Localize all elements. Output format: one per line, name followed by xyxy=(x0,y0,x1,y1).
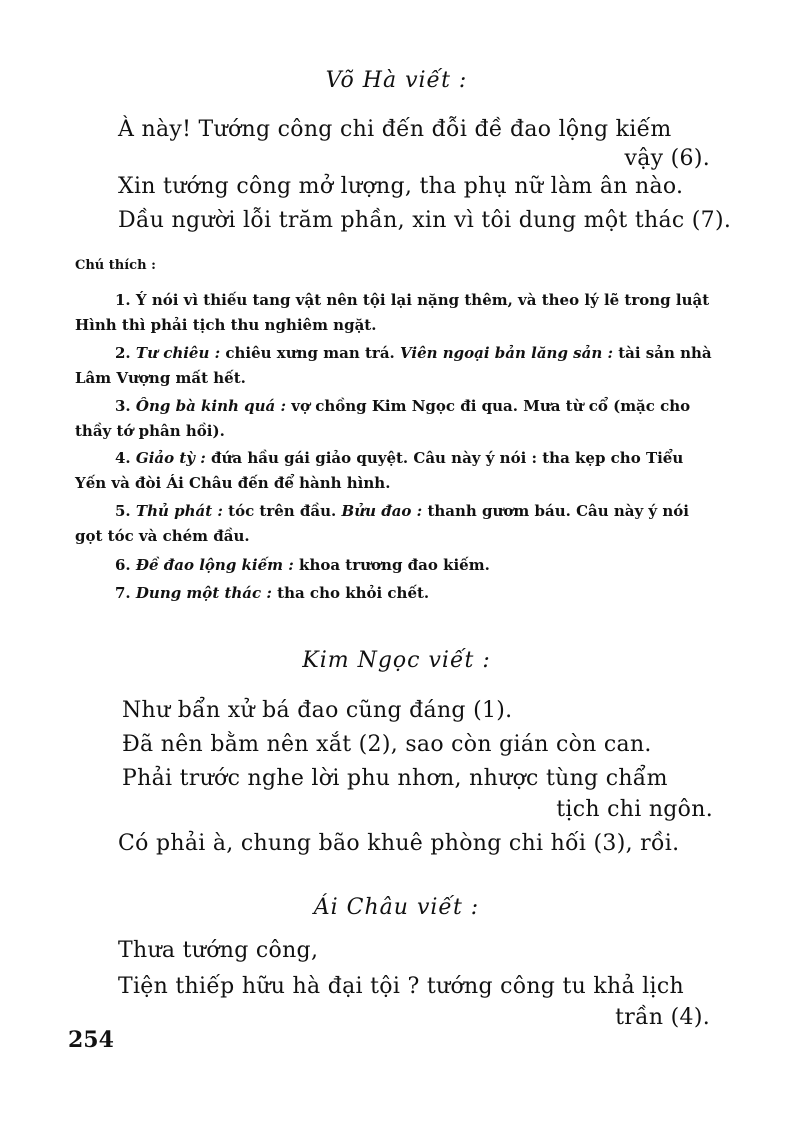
verse-line: Xin tướng công mở lượng, tha phụ nữ làm ân nào. xyxy=(118,174,684,199)
note-item xyxy=(75,553,715,578)
note-term: Giảo tỳ : xyxy=(135,449,206,467)
note-number: 1. xyxy=(115,291,131,309)
page-number: 254 xyxy=(68,1027,114,1053)
verse-line: Có phải à, chung bão khuê phòng chi hối (3), rồi. xyxy=(118,831,680,856)
note-number: 2. xyxy=(115,344,131,362)
note-text: tha cho khỏi chết. xyxy=(277,584,430,602)
note-item xyxy=(75,499,715,549)
note-text: vợ chồng Kim Ngọc đi qua. Mưa từ cổ (mặc cho thầy tớ phân hồi). xyxy=(75,397,691,440)
note-term: Tư chiêu : xyxy=(135,344,221,362)
verse-line: À này! Tướng công chi đến đỗi đề đao lộng kiếm xyxy=(118,117,672,142)
verse-line: vậy (6). xyxy=(624,146,710,171)
note-number: 6. xyxy=(115,556,131,574)
note-item xyxy=(75,446,715,496)
verse-line: Dầu người lỗi trăm phần, xin vì tôi dung một thác (7). xyxy=(118,208,732,233)
verse-line: Tiện thiếp hữu hà đại tội ? tướng công tu khả lịch xyxy=(118,974,684,999)
note-item xyxy=(75,581,715,606)
speaker-heading-kim-ngoc: Kim Ngọc viết : xyxy=(302,648,491,673)
note-item xyxy=(75,341,715,391)
note-text: tài sản nhà Lâm Vượng mất hết. xyxy=(75,344,712,387)
notes-title: Chú thích : xyxy=(75,258,156,273)
note-number: 5. xyxy=(115,502,131,520)
note-term: Dung một thác : xyxy=(135,584,272,602)
note-term: Thủ phát : xyxy=(135,502,223,520)
note-text: thanh gươm báu. Câu này ý nói gọt tóc và chém đầu. xyxy=(75,502,689,545)
note-text: Ý nói vì thiếu tang vật nên tội lại nặng thêm, và theo lý lẽ trong luật Hình thì phải tịch thu nghiêm ngặt. xyxy=(75,291,710,334)
note-number: 3. xyxy=(115,397,131,415)
note-term: Viên ngoại bản lăng sản : xyxy=(400,344,613,362)
note-text: tóc trên đầu. xyxy=(228,502,337,520)
note-term: Ông bà kinh quá : xyxy=(135,397,287,415)
verse-line: tịch chi ngôn. xyxy=(556,797,713,822)
verse-line: Phải trước nghe lời phu nhơn, nhược tùng chẩm xyxy=(122,766,668,791)
speaker-heading-vo-ha: Võ Hà viết : xyxy=(325,68,468,93)
speaker-heading-ai-chau: Ái Châu viết : xyxy=(313,895,480,920)
note-text: đứa hầu gái giảo quyệt. Câu này ý nói : tha kẹp cho Tiểu Yến và đòi Ái Châu đến để hành hình. xyxy=(75,449,684,492)
note-item xyxy=(75,394,715,444)
note-number: 4. xyxy=(115,449,131,467)
note-term: Bửu đao : xyxy=(341,502,423,520)
verse-line: Đã nên bằm nên xắt (2), sao còn gián còn can. xyxy=(122,732,652,757)
note-text: khoa trương đao kiếm. xyxy=(299,556,490,574)
note-term: Đề đao lộng kiếm : xyxy=(135,556,294,574)
verse-line: Như bẩn xử bá đao cũng đáng (1). xyxy=(122,698,513,723)
note-item xyxy=(75,288,715,338)
note-text: chiêu xưng man trá. xyxy=(225,344,395,362)
note-number: 7. xyxy=(115,584,131,602)
verse-line: Thưa tướng công, xyxy=(118,938,319,963)
verse-line: trần (4). xyxy=(615,1005,710,1030)
